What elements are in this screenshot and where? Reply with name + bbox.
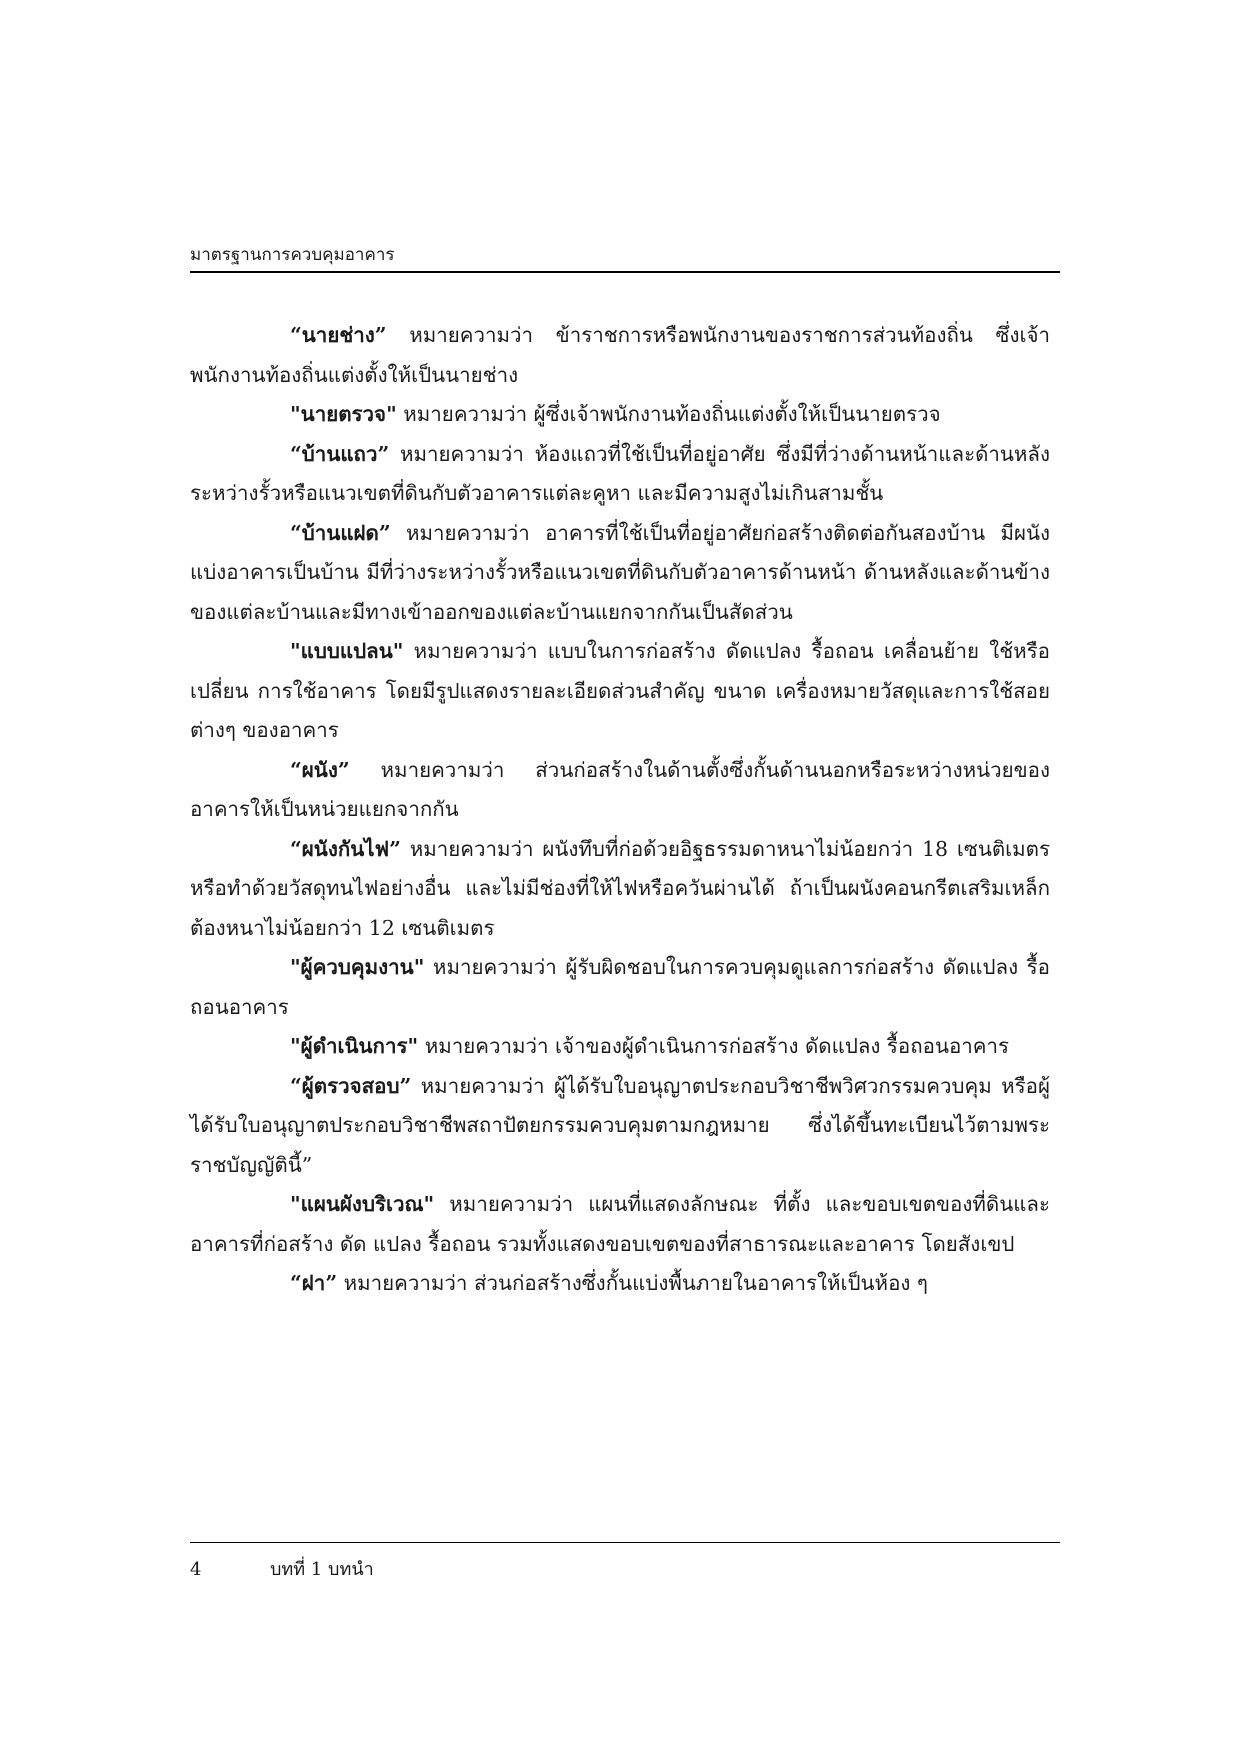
definition-term: “ผนังกันไฟ” [290,836,401,861]
definitions-body [190,316,1050,1304]
definition-term: “ฝา” [290,1271,338,1295]
definition-fa [190,1264,1050,1304]
definition-text: หมายความว่า ส่วนก่อสร้างซึ่งกั้นแบ่งพื้นภายในอาคารให้เป็นห้อง ๆ [337,1271,928,1295]
definition-phanang-kan-fai [190,830,1050,949]
definition-term: "ผู้ดำเนินการ" [290,1034,419,1058]
definition-text: หมายความว่า ผนังทึบที่ก่อด้วยอิฐธรรมดาหนาไม่น้อยกว่า 18 เซนติเมตร หรือทำด้วยวัสดุทนไฟอย่างอื่น และไม่มีช่องที่ให้ไฟหรือควันผ่านได้ ถ้าเป็นผนังคอนกรีตเสริมเหล็กต้องหนาไม่น้อยกว่า 12 เซนติเมตร [190,836,1050,940]
definition-phaen-phang-boriwen [190,1185,1050,1264]
definition-text: หมายความว่า ผู้ซึ่งเจ้าพนักงานท้องถิ่นแต่งตั้งให้เป็นนายตรวจ [396,402,941,426]
header-rule [190,271,1060,273]
page-footer [190,1558,374,1582]
definition-term: “ผนัง” [290,757,350,782]
definition-term: "นายตรวจ" [290,402,397,426]
definition-text: หมายความว่า ข้าราชการหรือพนักงานของราชการส่วนท้องถิ่น ซึ่งเจ้าพนักงานท้องถิ่นแต่งตั้งให้เป็นนายช่าง [190,323,1050,387]
definition-term: "ผู้ควบคุมงาน" [290,955,425,979]
definition-ban-faet [190,514,1050,633]
definition-term: “บ้านแฝด” [290,520,391,545]
definition-text: หมายความว่า แผนที่แสดงลักษณะ ที่ตั้ง และขอบเขตของที่ดินและอาคารที่ก่อสร้าง ดัด แปลง รื้อถอน รวมทั้งแสดงขอบเขตของที่สาธารณะและอาคาร โดยสังเขป [190,1192,1050,1256]
chapter-label: บทที่ 1 บทนำ [270,1559,374,1580]
definition-term: "แบบแปลน" [290,639,404,663]
definition-text: หมายความว่า อาคารที่ใช้เป็นที่อยู่อาศัยก่อสร้างติดต่อกันสองบ้าน มีผนังแบ่งอาคารเป็นบ้าน มีที่ว่างระหว่างรั้วหรือแนวเขตที่ดินกับตัวอาคารด้านหน้า ด้านหลังและด้านข้างของแต่ละบ้านและมีทางเข้าออกของแต่ละบ้านแยกจากกันเป็นสัดส่วน [190,520,1050,624]
definition-ban-thaeo [190,435,1050,514]
definition-text: หมายความว่า ห้องแถวที่ใช้เป็นที่อยู่อาศัย ซึ่งมีที่ว่างด้านหน้าและด้านหลังระหว่างรั้วหรือแนวเขตที่ดินกับตัวอาคารแต่ละคูหา และมีความสูงไม่เกินสามชั้น [190,441,1050,505]
definition-phu-khuapkhum-ngan [190,948,1050,1027]
definition-term: “ผู้ตรวจสอบ” [290,1073,412,1098]
definition-text: หมายความว่า เจ้าของผู้ดำเนินการก่อสร้าง ดัดแปลง รื้อถอนอาคาร [418,1034,1010,1058]
definition-term: “บ้านแถว” [290,441,390,466]
definition-nai-chang [190,316,1050,395]
definition-term: "แผนผังบริเวณ" [290,1192,435,1216]
definition-text: หมายความว่า ส่วนก่อสร้างในด้านตั้งซึ่งกั้นด้านนอกหรือระหว่างหน่วยของอาคารให้เป็นหน่วยแยกจากกัน [190,757,1050,821]
definition-phu-truat-sop [190,1067,1050,1186]
definition-text: หมายความว่า ผู้ได้รับใบอนุญาตประกอบวิชาชีพวิศวกรรมควบคุม หรือผู้ได้รับใบอนุญาตประกอบวิชาชีพสถาปัตยกรรมควบคุมตามกฎหมาย ซึ่งได้ขึ้นทะเบียนไว้ตามพระราชบัญญัตินี้” [190,1073,1050,1177]
definition-term: “นายช่าง” [290,323,387,347]
page-number: 4 [190,1559,202,1580]
footer-rule [190,1542,1060,1543]
running-header: มาตรฐานการควบคุมอาคาร [190,245,395,265]
definition-text: หมายความว่า ผู้รับผิดชอบในการควบคุมดูแลการก่อสร้าง ดัดแปลง รื้อถอนอาคาร [190,955,1050,1019]
definition-text: หมายความว่า แบบในการก่อสร้าง ดัดแปลง รื้อถอน เคลื่อนย้าย ใช้หรือเปลี่ยน การใช้อาคาร โดยมีรูปแสดงรายละเอียดส่วนสำคัญ ขนาด เครื่องหมายวัสดุและการใช้สอยต่างๆ ของอาคาร [190,639,1050,742]
definition-phanang [190,751,1050,830]
definition-phu-damnoen-kan [190,1027,1050,1067]
definition-nai-truat [190,395,1050,435]
definition-baep-plaen [190,632,1050,751]
